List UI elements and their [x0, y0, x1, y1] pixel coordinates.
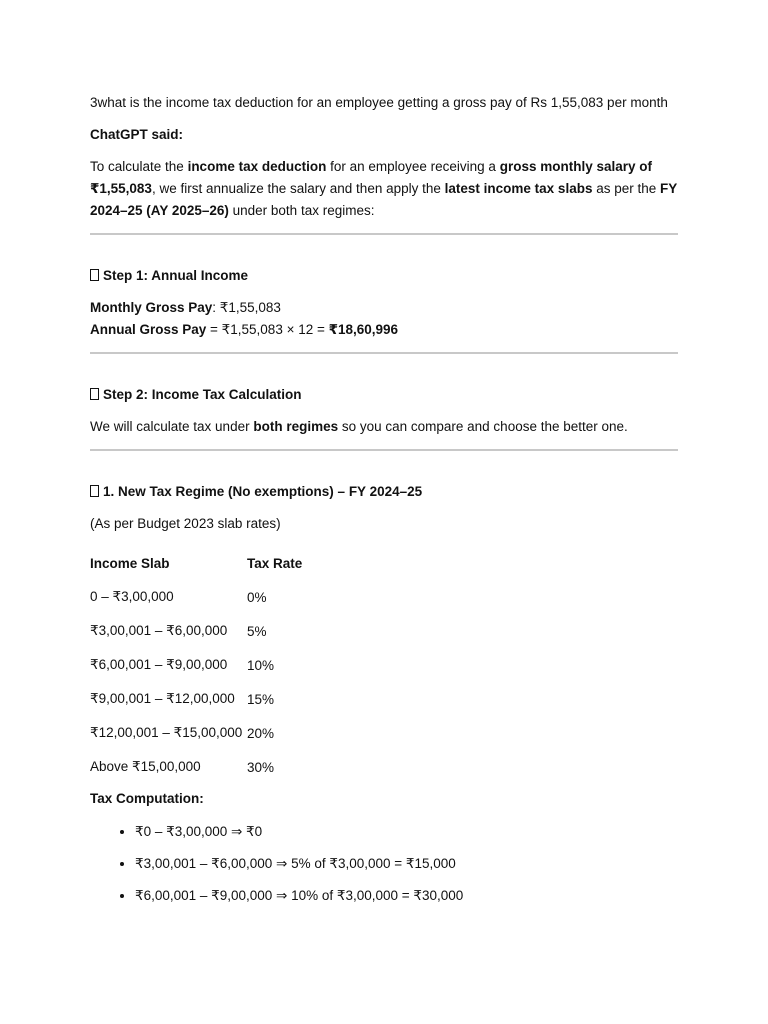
- rate-cell: 0%: [247, 589, 267, 605]
- intro-bold-4: FY 2024–25 (AY 2025–26): [90, 181, 678, 218]
- slab-cell: ₹12,00,001 – ₹15,00,000: [90, 725, 243, 740]
- regime-heading: [90, 481, 678, 503]
- column-header-rate: Tax Rate: [247, 555, 303, 571]
- intro-text-5: under both tax regimes:: [228, 203, 375, 218]
- intro-text-3: , we first annualize the salary and then apply the: [151, 181, 445, 196]
- step2-paragraph: [90, 416, 678, 438]
- step2-text-2: so you can compare and choose the better one.: [338, 419, 628, 434]
- step2-bold-1: both regimes: [253, 419, 339, 434]
- monthly-gross-line: [90, 297, 678, 319]
- list-item: • ₹0 – ₹3,00,000 ⇒ ₹0: [135, 821, 678, 843]
- rate-cell: 10%: [247, 657, 275, 673]
- intro-bold-3: latest income tax slabs: [444, 181, 593, 196]
- annual-gross-result: ₹18,60,996: [328, 322, 399, 337]
- assistant-label: ChatGPT said:: [90, 127, 184, 142]
- slab-cell: ₹6,00,001 – ₹9,00,000: [90, 657, 228, 672]
- slab-cell: Above ₹15,00,000: [90, 759, 201, 774]
- regime-note: (As per Budget 2023 slab rates): [90, 516, 281, 531]
- slab-cell: ₹9,00,001 – ₹12,00,000: [90, 691, 235, 706]
- slab-cell: 0 – ₹3,00,000: [90, 589, 174, 604]
- missing-emoji-icon: [90, 388, 99, 400]
- annual-gross-calc: = ₹1,55,083 × 12 =: [206, 322, 329, 337]
- step2-heading-text: Step 2: Income Tax Calculation: [103, 387, 302, 402]
- column-header-slab: Income Slab: [90, 555, 170, 571]
- intro-bold-1: income tax deduction: [187, 159, 327, 174]
- missing-emoji-icon: [90, 485, 99, 497]
- table-row: [90, 580, 302, 614]
- rate-cell: 30%: [247, 759, 275, 775]
- section-divider: [90, 449, 678, 451]
- monthly-gross-value: : ₹1,55,083: [212, 300, 281, 315]
- monthly-gross-label: Monthly Gross Pay: [90, 300, 213, 315]
- table-row: [90, 682, 302, 716]
- table-row: [90, 614, 302, 648]
- slab-cell: ₹3,00,001 – ₹6,00,000: [90, 623, 228, 638]
- user-question: 3what is the income tax deduction for an employee getting a gross pay of Rs 1,55,083 per month: [90, 95, 668, 110]
- intro-text-1: To calculate the: [90, 159, 188, 174]
- tax-computation-list: [90, 821, 678, 907]
- list-item: • ₹6,00,001 – ₹9,00,000 ⇒ 10% of ₹3,00,000 = ₹30,000: [135, 885, 678, 907]
- intro-text-4: as per the: [592, 181, 661, 196]
- table-header-row: [90, 546, 302, 580]
- rate-cell: 20%: [247, 725, 275, 741]
- rate-cell: 15%: [247, 691, 275, 707]
- tax-computation-heading: Tax Computation:: [90, 791, 204, 806]
- annual-gross-label: Annual Gross Pay: [90, 322, 207, 337]
- regime-heading-text: 1. New Tax Regime (No exemptions) – FY 2024–25: [103, 484, 423, 499]
- intro-bold-2: gross monthly salary of ₹1,55,083: [90, 159, 652, 196]
- intro-paragraph: [90, 156, 678, 222]
- table-row: [90, 750, 302, 784]
- step2-heading: [90, 384, 678, 406]
- step2-text-1: We will calculate tax under: [90, 419, 254, 434]
- missing-emoji-icon: [90, 269, 99, 281]
- section-divider: [90, 352, 678, 354]
- step1-heading: [90, 265, 678, 287]
- section-divider: [90, 233, 678, 235]
- tax-slab-table: [90, 546, 302, 784]
- step1-heading-text: Step 1: Annual Income: [103, 268, 249, 283]
- table-row: [90, 716, 302, 750]
- table-row: [90, 648, 302, 682]
- intro-text-2: for an employee receiving a: [326, 159, 500, 174]
- document-content: [90, 92, 678, 917]
- rate-cell: 5%: [247, 623, 267, 639]
- list-item: • ₹3,00,001 – ₹6,00,000 ⇒ 5% of ₹3,00,000 = ₹15,000: [135, 853, 678, 875]
- annual-gross-line: [90, 319, 678, 341]
